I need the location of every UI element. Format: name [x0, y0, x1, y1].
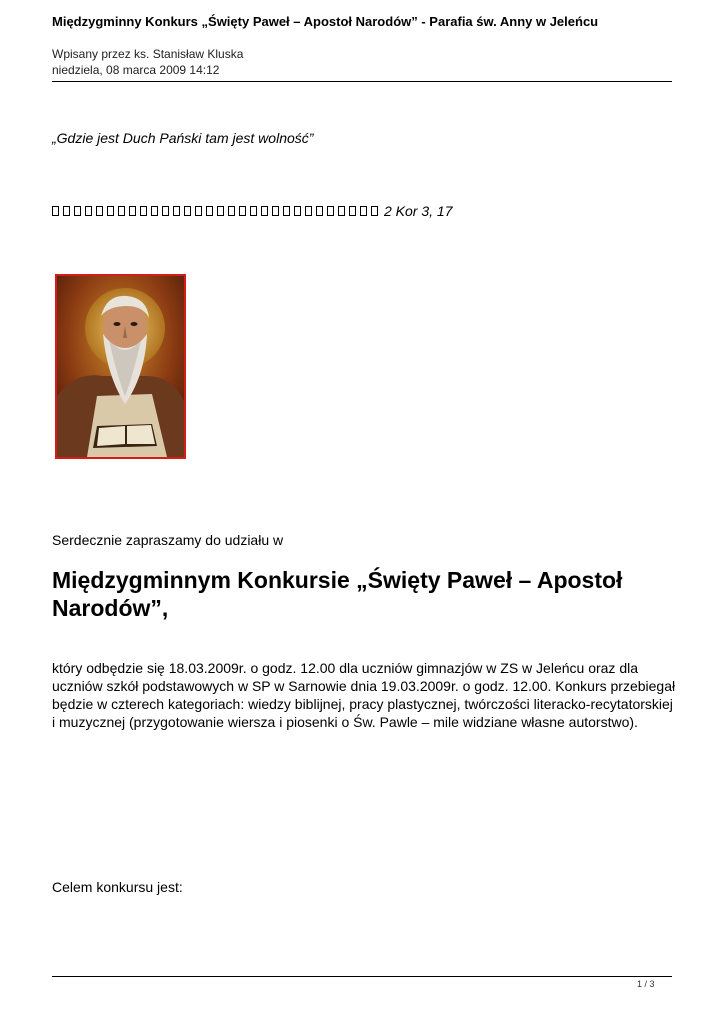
missing-glyph-box [96, 206, 103, 216]
missing-glyph-box [129, 206, 136, 216]
contest-description: który odbędzie się 18.03.2009r. o godz. 12.00 dla uczniów gimnazjów w ZS w Jeleńcu oraz dla uczniów szkół podstawowych w SP w Sarnowie dnia 19.03.2009r. o godz. 12.00. Konkurs przebiegał będzie w czterech kategoriach: wiedzy biblijnej, pracy plastycznej, twórczości literacko-recytatorskiej i muzycznej (przygotowanie wiersza i piosenki o Św. Pawle – mile widziane własne autorstwo). [52, 660, 676, 730]
missing-glyph-box [371, 206, 378, 216]
date-line: niedziela, 08 marca 2009 14:12 [52, 63, 220, 77]
quote-reference: 2 Kor 3, 17 [384, 203, 453, 219]
mosaic-image [57, 276, 184, 457]
invitation-text: Serdecznie zapraszamy do udziału w [52, 532, 284, 548]
missing-glyph-box [228, 206, 235, 216]
missing-glyph-box [118, 206, 125, 216]
missing-glyph-box [85, 206, 92, 216]
missing-glyph-box [184, 206, 191, 216]
page-number: 1 / 3 [637, 979, 655, 989]
page-title: Międzygminny Konkurs „Święty Paweł – Apostoł Narodów” - Parafia św. Anny w Jeleńcu [52, 14, 599, 29]
quote-reference-line [52, 203, 453, 219]
placeholder-glyphs [52, 203, 382, 219]
missing-glyph-box [206, 206, 213, 216]
missing-glyph-box [74, 206, 81, 216]
author-line: Wpisany przez ks. Stanisław Kluska [52, 47, 244, 61]
missing-glyph-box [63, 206, 70, 216]
missing-glyph-box [151, 206, 158, 216]
saint-paul-mosaic-icon [55, 274, 186, 459]
missing-glyph-box [162, 206, 169, 216]
missing-glyph-box [327, 206, 334, 216]
missing-glyph-box [272, 206, 279, 216]
missing-glyph-box [305, 206, 312, 216]
missing-glyph-box [217, 206, 224, 216]
missing-glyph-box [283, 206, 290, 216]
missing-glyph-box [107, 206, 114, 216]
missing-glyph-box [338, 206, 345, 216]
missing-glyph-box [195, 206, 202, 216]
missing-glyph-box [250, 206, 257, 216]
contest-heading: Międzygminnym Konkursie „Święty Paweł – Apostoł Narodów”, [52, 567, 623, 621]
missing-glyph-box [173, 206, 180, 216]
missing-glyph-box [140, 206, 147, 216]
missing-glyph-box [261, 206, 268, 216]
missing-glyph-box [294, 206, 301, 216]
missing-glyph-box [52, 206, 59, 216]
header-divider [52, 81, 672, 82]
footer-divider [52, 976, 672, 977]
missing-glyph-box [360, 206, 367, 216]
missing-glyph-box [349, 206, 356, 216]
missing-glyph-box [316, 206, 323, 216]
goal-intro: Celem konkursu jest: [52, 879, 183, 895]
quote-text: „Gdzie jest Duch Pański tam jest wolność” [52, 130, 314, 146]
missing-glyph-box [239, 206, 246, 216]
